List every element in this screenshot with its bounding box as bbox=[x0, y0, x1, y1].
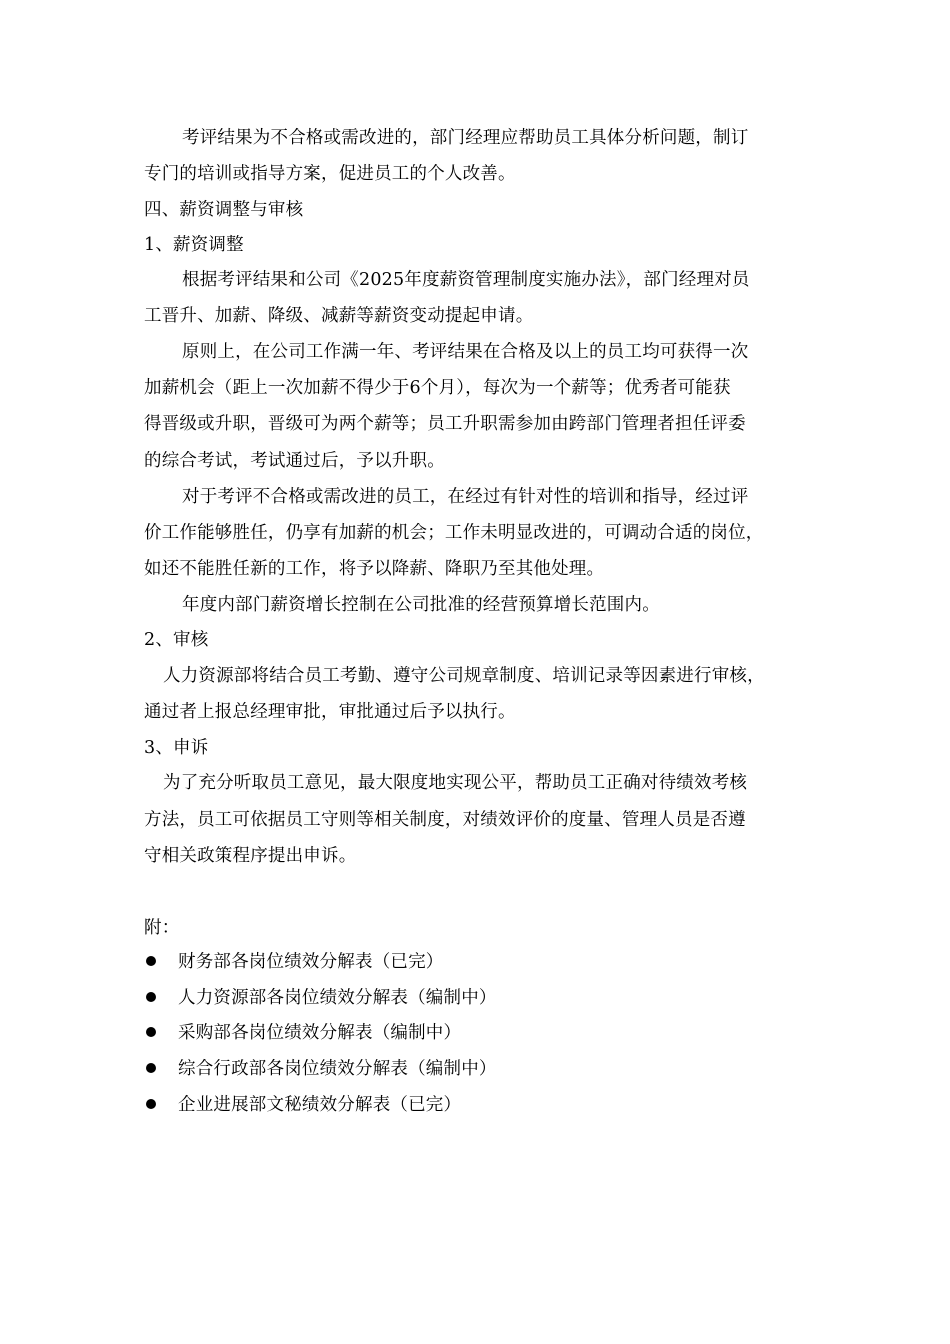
paragraph-line: 考评结果为不合格或需改进的，部门经理应帮助员工具体分析问题，制订 bbox=[182, 128, 749, 148]
subsection-heading: 2、审核 bbox=[144, 630, 209, 650]
paragraph-line: 工晋升、加薪、降级、减薪等薪资变动提起申请。 bbox=[144, 306, 534, 326]
appendix-item: 企业进展部文秘绩效分解表（已完） bbox=[178, 1095, 462, 1115]
paragraph-line: 得晋级或升职，晋级可为两个薪等；员工升职需参加由跨部门管理者担任评委 bbox=[144, 414, 746, 434]
appendix-item: 综合行政部各岗位绩效分解表（编制中） bbox=[178, 1059, 497, 1079]
bullet-dot-icon bbox=[146, 1027, 156, 1037]
paragraph-line: 如还不能胜任新的工作，将予以降薪、降职乃至其他处理。 bbox=[144, 559, 605, 579]
bullet-dot-icon bbox=[146, 1063, 156, 1073]
paragraph-line: 年度内部门薪资增长控制在公司批准的经营预算增长范围内。 bbox=[182, 595, 660, 615]
appendix-item: 采购部各岗位绩效分解表（编制中） bbox=[178, 1023, 462, 1043]
paragraph-line: 为了充分听取员工意见，最大限度地实现公平，帮助员工正确对待绩效考核 bbox=[163, 773, 748, 793]
subsection-heading: 3、申诉 bbox=[144, 738, 209, 758]
appendix-item: 人力资源部各岗位绩效分解表（编制中） bbox=[178, 988, 497, 1008]
paragraph-line: 专门的培训或指导方案，促进员工的个人改善。 bbox=[144, 164, 516, 184]
paragraph-line: 原则上，在公司工作满一年、考评结果在合格及以上的员工均可获得一次 bbox=[182, 342, 749, 362]
paragraph-line: 的综合考试，考试通过后，予以升职。 bbox=[144, 451, 445, 471]
paragraph-line: 价工作能够胜任，仍享有加薪的机会；工作未明显改进的，可调动合适的岗位， bbox=[144, 523, 764, 543]
bullet-dot-icon bbox=[146, 1099, 156, 1109]
paragraph-line: 根据考评结果和公司《2025年度薪资管理制度实施办法》，部门经理对员 bbox=[182, 270, 750, 290]
appendix-label: 附： bbox=[144, 918, 180, 938]
bullet-dot-icon bbox=[146, 992, 156, 1002]
paragraph-line: 方法，员工可依据员工守则等相关制度，对绩效评价的度量、管理人员是否遵 bbox=[144, 810, 746, 830]
paragraph-line: 加薪机会（距上一次加薪不得少于6个月），每次为一个薪等；优秀者可能获 bbox=[144, 378, 731, 398]
appendix-item: 财务部各岗位绩效分解表（已完） bbox=[178, 952, 444, 972]
subsection-heading: 1、薪资调整 bbox=[144, 235, 244, 255]
paragraph-line: 通过者上报总经理审批，审批通过后予以执行。 bbox=[144, 702, 516, 722]
section-heading: 四、薪资调整与审核 bbox=[144, 200, 304, 220]
bullet-dot-icon bbox=[146, 956, 156, 966]
paragraph-line: 守相关政策程序提出申诉。 bbox=[144, 846, 357, 866]
paragraph-line: 对于考评不合格或需改进的员工，在经过有针对性的培训和指导，经过评 bbox=[182, 487, 749, 507]
paragraph-line: 人力资源部将结合员工考勤、遵守公司规章制度、培训记录等因素进行审核， bbox=[163, 666, 765, 686]
